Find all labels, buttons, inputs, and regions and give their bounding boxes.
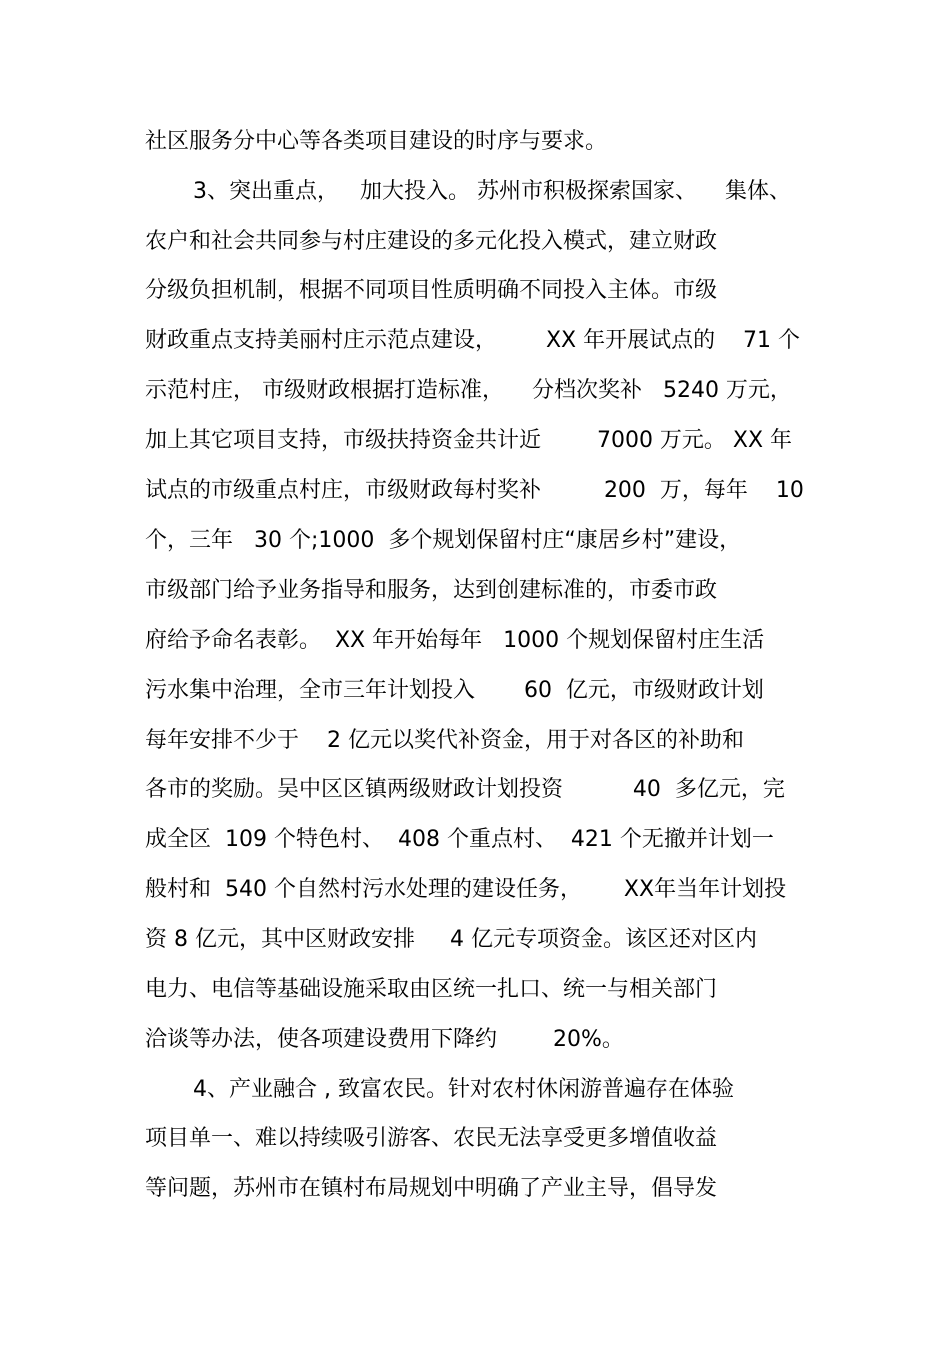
text-line-2: 3、突出重点， 加大投入。 苏州市积极探索国家、 集体、 — [193, 179, 791, 204]
text-line-18: 电力、电信等基础设施采取由区统一扎口、统一与相关部门 — [145, 977, 718, 1002]
text-line-21: 项目单一、难以持续吸引游客、农民无法享受更多增值收益 — [145, 1126, 718, 1151]
text-line-5: 财政重点支持美丽村庄示范点建设， XX 年开展试点的 71 个 — [145, 328, 801, 353]
text-line-20: 4、产业融合 , 致富农民。针对农村休闲游普遍存在体验 — [193, 1077, 734, 1102]
text-line-19: 洽谈等办法，使各项建设费用下降约 20%。 — [145, 1027, 624, 1052]
text-line-13: 每年安排不少于 2 亿元以奖代补资金，用于对各区的补助和 — [145, 728, 744, 753]
text-line-10: 市级部门给予业务指导和服务，达到创建标准的，市委市政 — [145, 578, 718, 603]
text-line-17: 资 8 亿元，其中区财政安排 4 亿元专项资金。该区还对区内 — [145, 927, 757, 952]
text-line-14: 各市的奖励。吴中区区镇两级财政计划投资 40 多亿元，完 — [145, 777, 785, 802]
text-line-15: 成全区 109 个特色村、 408 个重点村、 421 个无撤并计划一 — [145, 827, 774, 852]
text-line-4: 分级负担机制，根据不同项目性质明确不同投入主体。市级 — [145, 278, 718, 303]
text-line-9: 个，三年 30 个;1000 多个规划保留村庄“康居乡村”建设， — [145, 528, 742, 553]
text-line-11: 府给予命名表彰。 XX 年开始每年 1000 个规划保留村庄生活 — [145, 628, 765, 653]
text-line-8: 试点的市级重点村庄，市级财政每村奖补 200 万，每年 10 — [145, 478, 804, 503]
text-line-12: 污水集中治理，全市三年计划投入 60 亿元，市级财政计划 — [145, 678, 764, 703]
text-line-16: 般村和 540 个自然村污水处理的建设任务， XX年当年计划投 — [145, 877, 787, 902]
text-line-6: 示范村庄， 市级财政根据打造标准， 分档次奖补 5240 万元， — [145, 378, 792, 403]
text-line-7: 加上其它项目支持，市级扶持资金共计近 7000 万元。 XX 年 — [145, 428, 793, 453]
text-line-3: 农户和社会共同参与村庄建设的多元化投入模式，建立财政 — [145, 229, 718, 254]
text-line-1: 社区服务分中心等各类项目建设的时序与要求。 — [145, 129, 608, 154]
text-line-22: 等问题，苏州市在镇村布局规划中明确了产业主导，倡导发 — [145, 1176, 718, 1201]
